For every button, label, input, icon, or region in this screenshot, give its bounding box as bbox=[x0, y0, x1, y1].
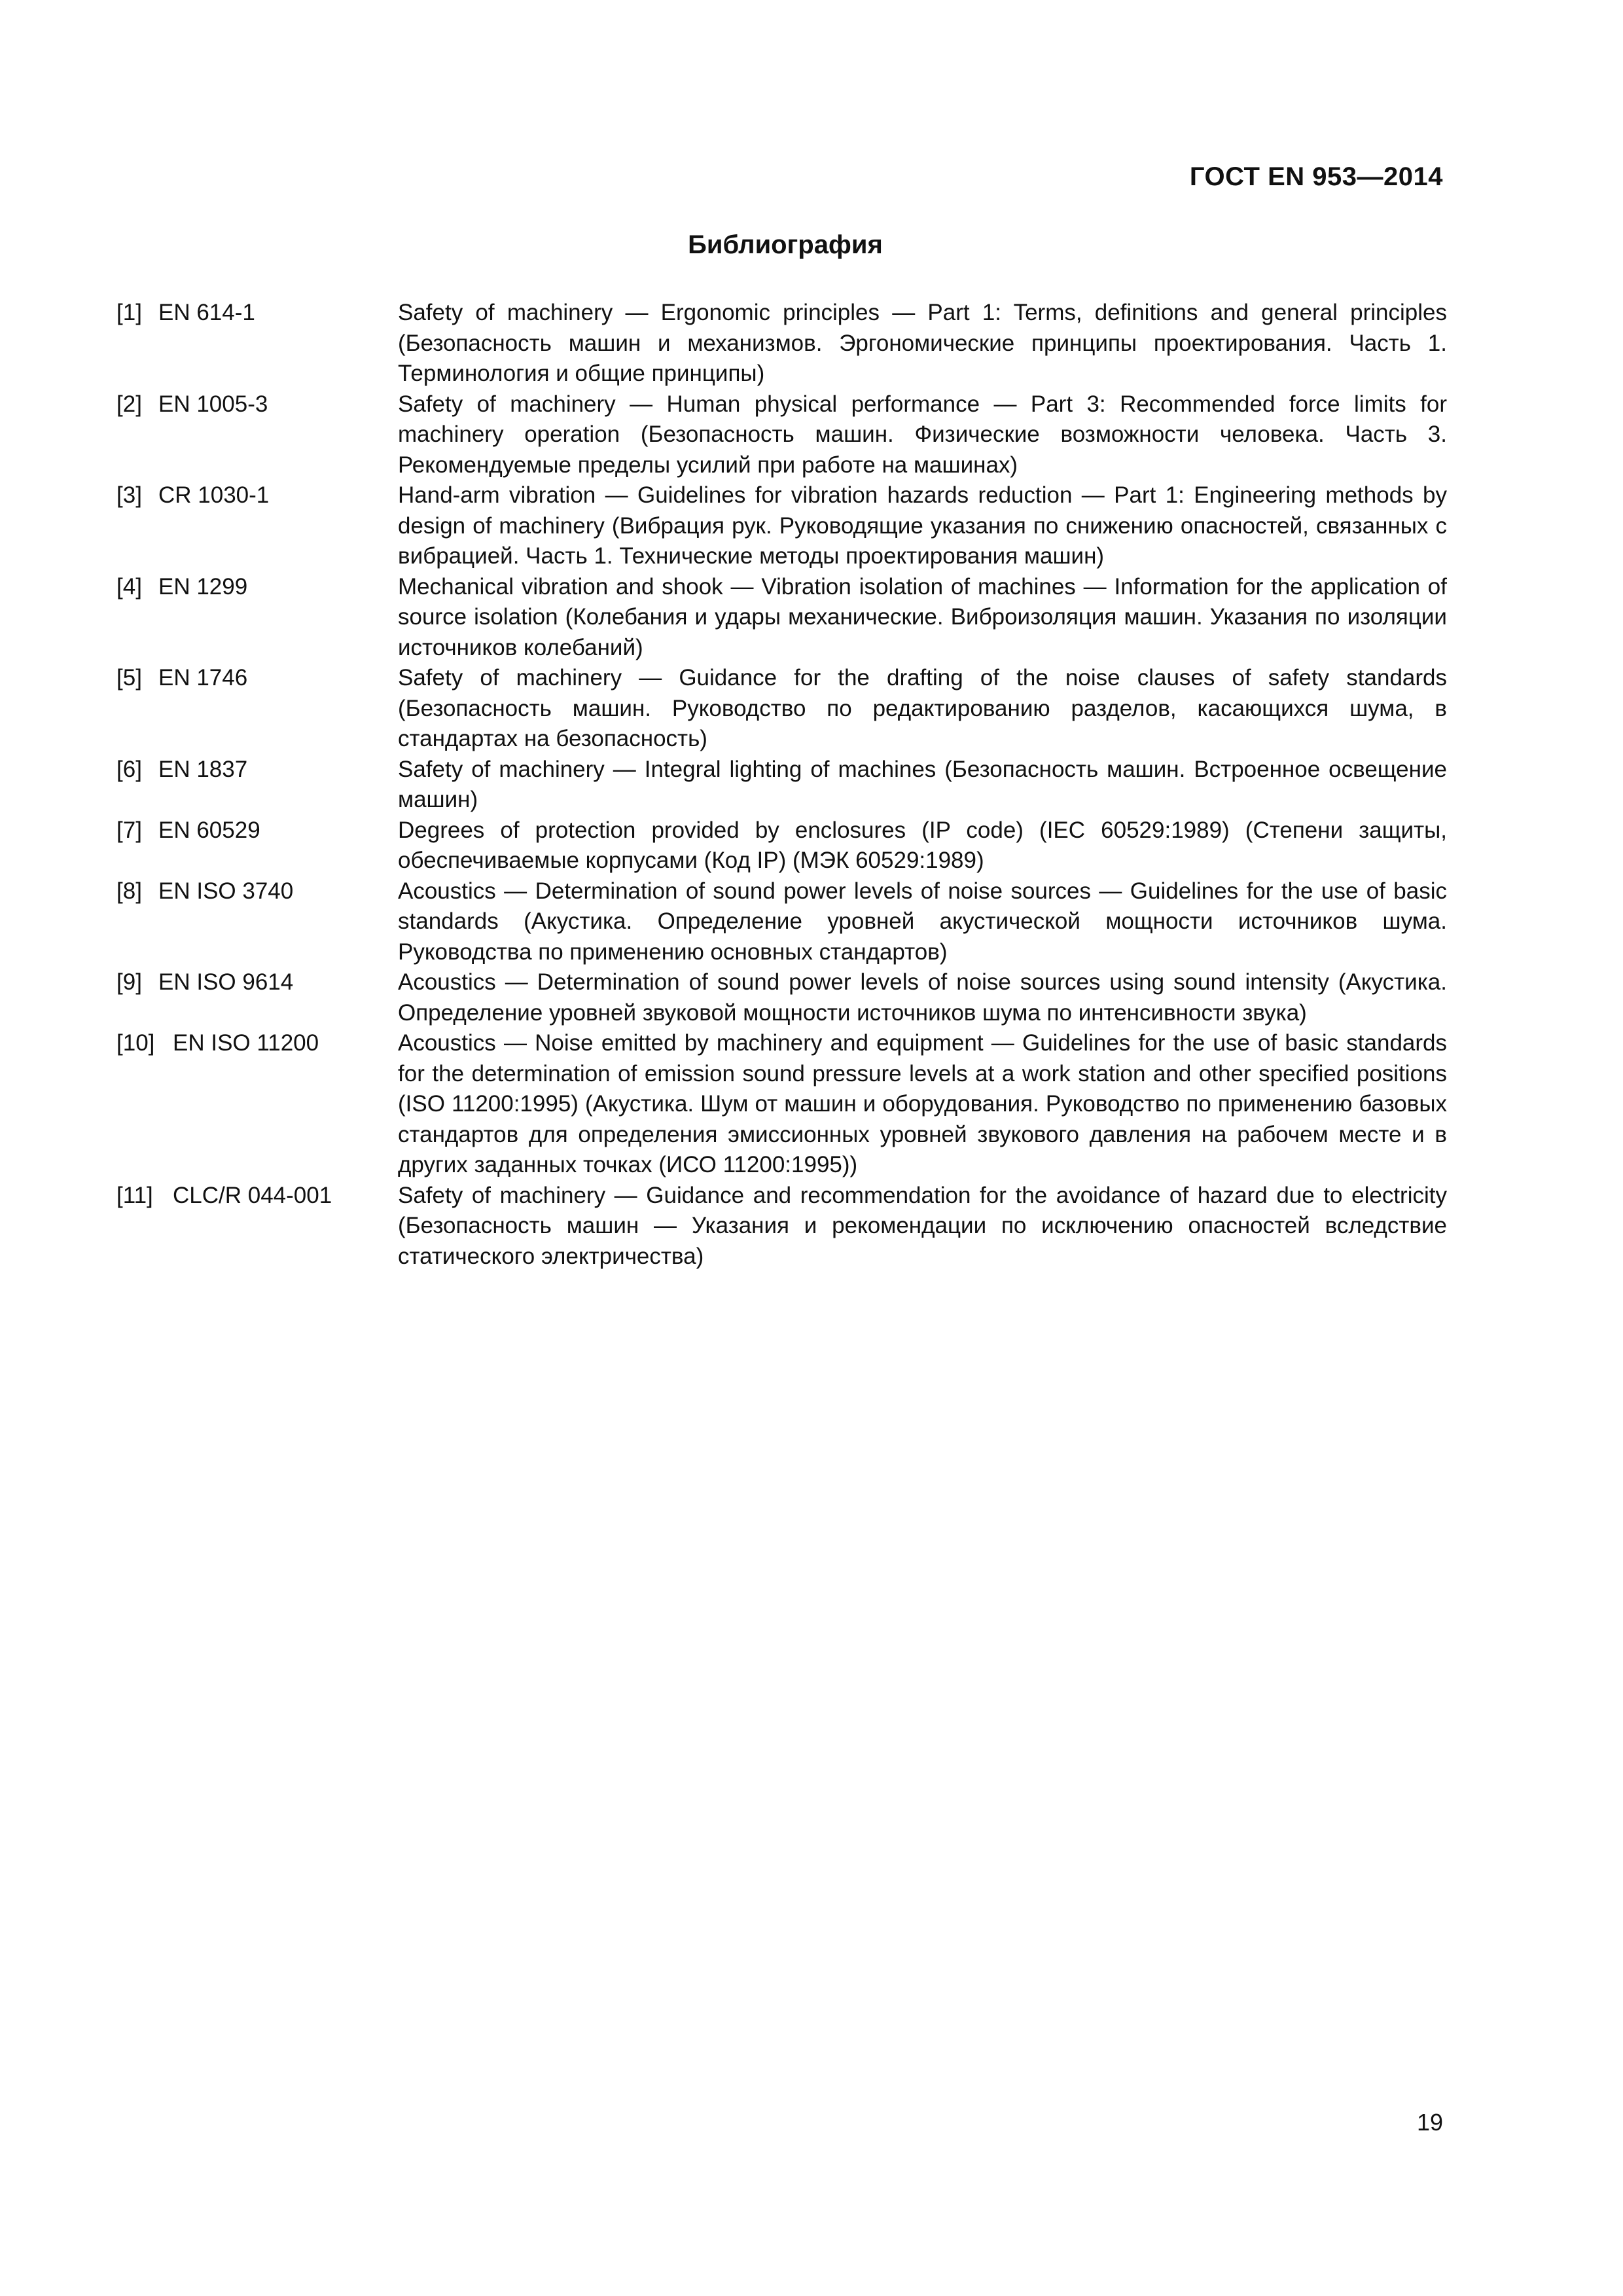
reference-number: [2] bbox=[116, 391, 142, 417]
bibliography-entry bbox=[116, 298, 1447, 389]
reference-code: EN ISO 11200 bbox=[173, 1030, 319, 1056]
reference-code: EN 1005-3 bbox=[158, 391, 268, 417]
reference-code: EN 1746 bbox=[158, 665, 248, 691]
reference-code: CR 1030-1 bbox=[158, 482, 270, 508]
bibliography-entry bbox=[116, 876, 1447, 968]
reference-description: Acoustics — Determination of sound power levels of noise sources using sound intensity (Акустика. Определение уровней звуковой мощности источников шума по интенсивности звука) bbox=[398, 969, 1447, 1026]
reference-id bbox=[116, 298, 398, 389]
reference-number: [11] bbox=[116, 1182, 153, 1208]
bibliography-entry bbox=[116, 816, 1447, 876]
bibliography-entry bbox=[116, 1028, 1447, 1181]
section-title: Библиография bbox=[688, 230, 883, 259]
reference-id bbox=[116, 816, 398, 876]
reference-description: Hand-arm vibration — Guidelines for vibration hazards reduction — Part 1: Engineering methods by design of machinery (Вибрация рук. Руководящие указания по снижению опасностей, связанных с вибрацией. Часть 1. Технические методы проектирования машин) bbox=[398, 482, 1447, 569]
reference-description: Safety of machinery — Ergonomic principles — Part 1: Terms, definitions and general principles (Безопасность машин и механизмов. Эргономические принципы проектирования. Часть 1. Терминология и общие принципы) bbox=[398, 300, 1447, 386]
reference-id bbox=[116, 389, 398, 481]
reference-code: CLC/R 044-001 bbox=[173, 1182, 332, 1208]
reference-id bbox=[116, 480, 398, 572]
reference-code: EN 1299 bbox=[158, 573, 248, 600]
bibliography-entry bbox=[116, 967, 1447, 1028]
reference-description: Acoustics — Determination of sound power levels of noise sources — Guidelines for the use of basic standards (Акустика. Определение уровней акустической мощности источников шума. Руководства по применению основных стандартов) bbox=[398, 878, 1447, 965]
reference-number: [4] bbox=[116, 573, 142, 600]
reference-description: Mechanical vibration and shook — Vibration isolation of machines — Information for the application of source isolation (Колебания и удары механические. Виброизоляция машин. Указания по изоляции источников колебаний) bbox=[398, 573, 1447, 660]
reference-description: Degrees of protection provided by enclosures (IP code) (IEC 60529:1989) (Степени защиты, обеспечиваемые корпусами (Код IP) (МЭК 60529:1989) bbox=[398, 817, 1447, 873]
reference-id bbox=[116, 663, 398, 755]
reference-number: [7] bbox=[116, 817, 142, 843]
reference-description: Acoustics — Noise emitted by machinery and equipment — Guidelines for the use of basic standards for the determination of emission sound pressure levels at a work station and other specified positions (ISO 11200:1995) (Акустика. Шум от машин и оборудования. Руководство по применению базовых стандартов для определения эмиссионных уровней звукового давления на рабочем месте и в других заданных точках (ИСО 11200:1995)) bbox=[398, 1030, 1447, 1177]
bibliography-entry bbox=[116, 480, 1447, 572]
reference-description: Safety of machinery — Guidance for the drafting of the noise clauses of safety standards (Безопасность машин. Руководство по редактированию разделов, касающихся шума, в стандартах на безопасность) bbox=[398, 665, 1447, 751]
reference-code: EN ISO 9614 bbox=[158, 969, 294, 995]
reference-description: Safety of machinery — Integral lighting of machines (Безопасность машин. Встроенное освещение машин) bbox=[398, 756, 1447, 812]
reference-number: [5] bbox=[116, 665, 142, 691]
reference-number: [1] bbox=[116, 300, 142, 325]
reference-number: [9] bbox=[116, 969, 142, 995]
page-number: 19 bbox=[1416, 2109, 1443, 2136]
reference-number: [3] bbox=[116, 482, 142, 508]
bibliography-entry bbox=[116, 389, 1447, 481]
reference-number: [6] bbox=[116, 756, 142, 782]
reference-description: Safety of machinery — Human physical performance — Part 3: Recommended force limits for machinery operation (Безопасность машин. Физические возможности человека. Часть 3. Рекомендуемые пределы усилий при работе на машинах) bbox=[398, 391, 1447, 478]
reference-description: Safety of machinery — Guidance and recommendation for the avoidance of hazard due to electricity (Безопасность машин — Указания и рекомендации по исключению опасностей вследствие статического электричества) bbox=[398, 1182, 1447, 1269]
bibliography-list bbox=[116, 298, 1447, 1272]
reference-id bbox=[116, 755, 398, 816]
reference-number: [10] bbox=[116, 1030, 155, 1056]
bibliography-entry bbox=[116, 1181, 1447, 1272]
reference-code: EN 614-1 bbox=[158, 300, 255, 325]
reference-id bbox=[116, 967, 398, 1028]
reference-code: EN 1837 bbox=[158, 756, 248, 782]
reference-number: [8] bbox=[116, 878, 142, 904]
reference-code: EN ISO 3740 bbox=[158, 878, 294, 904]
reference-id bbox=[116, 876, 398, 968]
bibliography-entry bbox=[116, 572, 1447, 664]
bibliography-entry bbox=[116, 663, 1447, 755]
reference-id bbox=[116, 1028, 398, 1181]
bibliography-entry bbox=[116, 755, 1447, 816]
reference-id bbox=[116, 572, 398, 664]
document-code: ГОСТ EN 953—2014 bbox=[1189, 162, 1443, 191]
reference-code: EN 60529 bbox=[158, 817, 260, 843]
reference-id bbox=[116, 1181, 398, 1272]
